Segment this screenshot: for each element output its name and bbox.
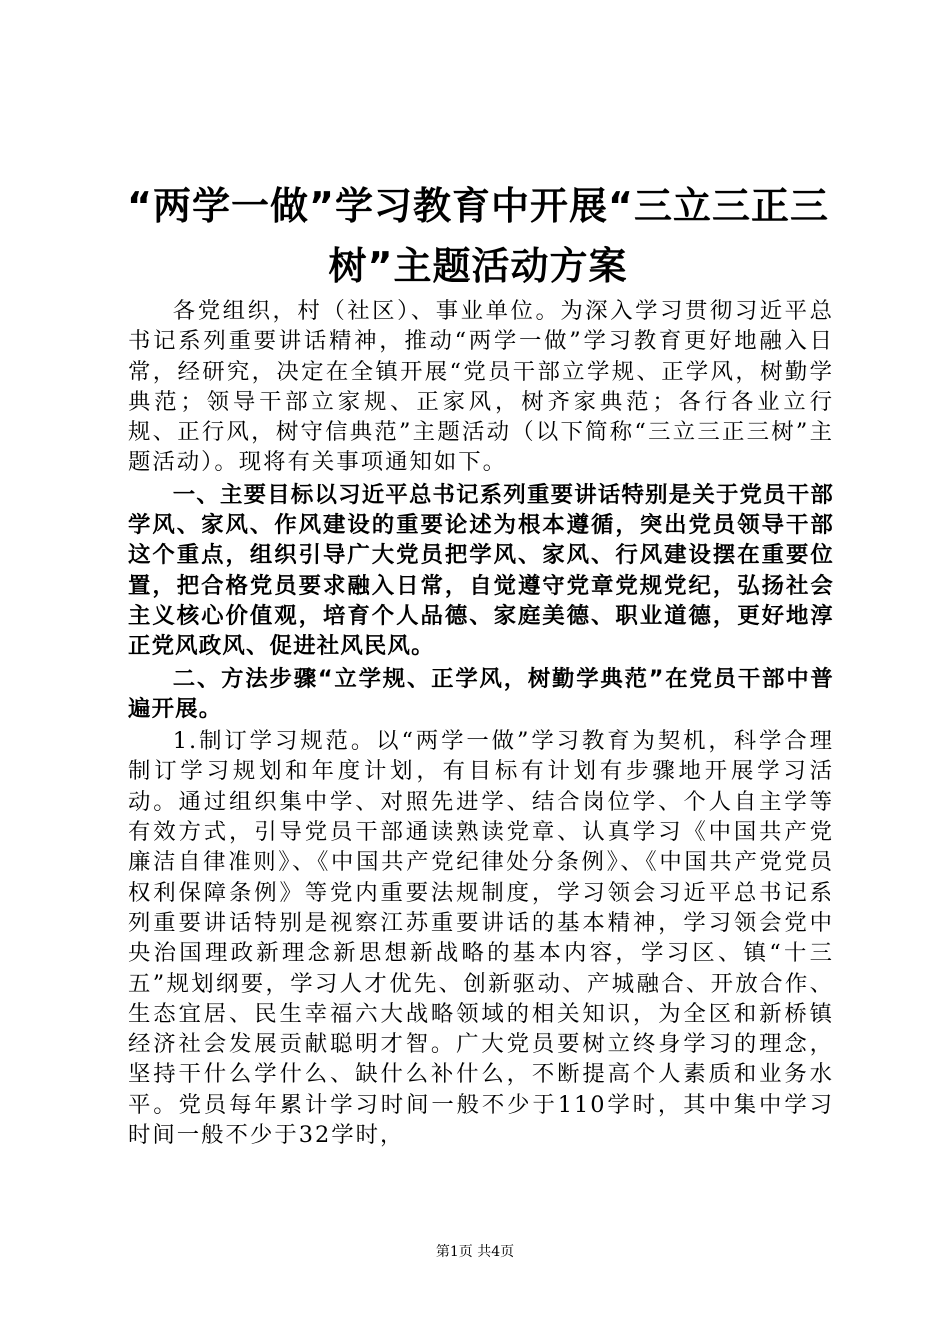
paragraph-study-standards: 1.制订学习规范。以“两学一做”学习教育为契机，科学合理制订学习规划和年度计划，有目标有计划有步骤地开展学习活动。通过组织集中学、对照先进学、结合岗位学、个人自主学等有效方式，引导党员干部通读熟读党章、认真学习《中国共产党廉洁自律准则》、《中国共产党纪律处分条例》、《中国共产党党员权利保障条例》等党内重要法规制度，学习领会习近平总书记系列重要讲话特别是视察江苏重要讲话的基本精神，学习领会党中央治国理政新理念新思想新战略的基本内容，学习区、镇“十三五”规划纲要，学习人才优先、创新驱动、产城融合、开放合作、生态宜居、民生幸福六大战略领域的相关知识，为全区和新桥镇经济社会发展贡献聪明才智。广大党员要树立终身学习的理念，坚持干什么学什么、缺什么补什么，不断提高个人素质和业务水平。党员每年累计学习时间一般不少于110学时，其中集中学习时间一般不少于32学时，: [128, 728, 834, 1149]
paragraph-section-methods: 二、方法步骤“立学规、正学风，树勤学典范”在党员干部中普遍开展。: [128, 665, 834, 722]
paragraph-intro: 各党组织，村（社区）、事业单位。为深入学习贯彻习近平总书记系列重要讲话精神，推动“两学一做”学习教育更好地融入日常，经研究，决定在全镇开展“党员干部立学规、正学风，树勤学典范；领导干部立家规、正家风，树齐家典范；各行各业立行规、正行风，树守信典范”主题活动（以下简称“三立三正三树”主题活动）。现将有关事项通知如下。: [128, 298, 834, 476]
document-body: [128, 296, 834, 1150]
document-title: “两学一做”学习教育中开展“三立三正三树”主题活动方案: [127, 184, 829, 288]
page-number-footer: 第1页 共4页: [435, 1244, 515, 1260]
paragraph-section-goals: 一、主要目标以习近平总书记系列重要讲话特别是关于党员干部学风、家风、作风建设的重要论述为根本遵循，突出党员领导干部这个重点，组织引导广大党员把学风、家风、行风建设摆在重要位置，把合格党员要求融入日常，自觉遵守党章党规党纪，弘扬社会主义核心价值观，培育个人品德、家庭美德、职业道德，更好地淳正党风政风、促进社风民风。: [128, 481, 834, 660]
